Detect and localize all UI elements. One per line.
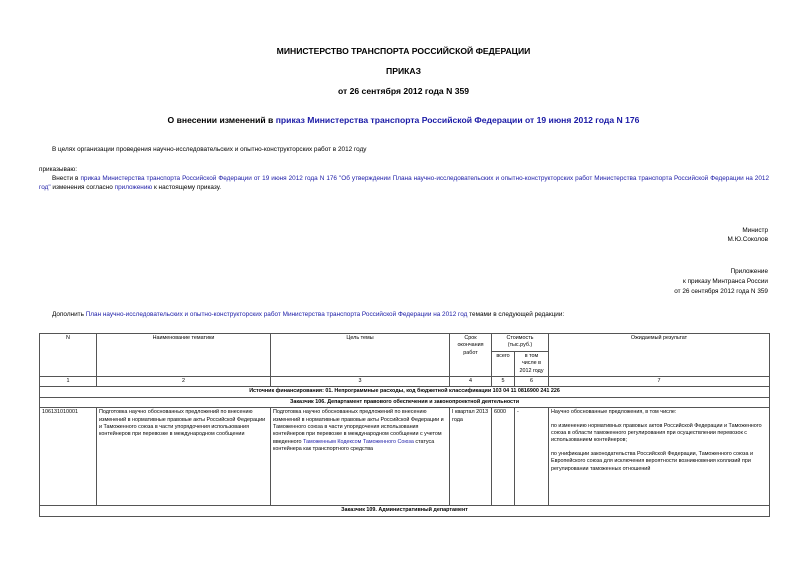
col-header-goal: Цель темы [271,334,450,377]
goal-text-a: Подготовка научно обоснованных предложений по внесению изменений в нормативные правовые акты Российской Федерации и Таможенного союза в части упорядочения использования контейнеров при перевозке в международном сообщении с учетом введенного [273,409,444,445]
plan-link[interactable]: План научно-исследовательских и опытно-конструкторских работ Министерства транспорта Российской Федерации на 2012 год [85,311,468,318]
result-line: по изменению нормативных правовых актов Российской Федерации и Таможенного союза в области таможенного регулирования при осуществлении перевозок с использованием контейнеров; [551,422,762,444]
p1-text-a: Внести в [52,175,81,182]
col-number: 4 [450,377,492,387]
document-date: от 26 сентября 2012 года N 359 [337,86,470,96]
document-title [0,115,807,125]
goal-text-b: статуса контейнера как транспортного средства [273,438,435,453]
col-header-of-which: в том числе в 2012 году [515,351,549,376]
supplement-text [52,311,564,320]
col-header-term: Срок окончания работ [450,334,492,377]
result-line: Научно обоснованные предложения, в том числе: [551,409,677,416]
row-number: 106131010001 [40,408,97,506]
row-name: Подготовка научно обоснованных предложений по внесению изменений в нормативные правовые акты Российской Федерации и Таможенного союза в части упорядочения использования контейнеров при перевозке в международном сообщении [97,408,271,506]
order-word: приказываю: [39,166,77,173]
funding-source: Источник финансирования: 01. Непрограммные расходы, код бюджетной классификации 103 04 11 0816900 241 226 [40,387,770,397]
customer-row [40,397,770,407]
col-number: 5 [492,377,515,387]
title-prefix: О внесении изменений в [167,115,276,125]
row-term: I квартал 2013 года [450,408,492,506]
supplement-a: Дополнить [52,311,86,318]
column-numbers-row [40,377,770,387]
appendix-link[interactable]: приложению [114,183,153,191]
source-row [40,387,770,397]
title-link[interactable]: приказ Министерства транспорта Российской Федерации от 19 июня 2012 года N 176 [275,115,640,125]
p1-text-c: к настоящему приказу. [152,183,222,191]
ministry-heading: МИНИСТЕРСТВО ТРАНСПОРТА РОССИЙСКОЙ ФЕДЕРАЦИИ [276,46,531,56]
table-row [40,408,770,506]
order-176-link[interactable]: приказ Министерства транспорта Российской Федерации от 19 июня 2012 года N 176 "Об утверждении Плана научно-исследовательских и опытно-конструкторских работ Министерства транспорта Российской Федерации на 2012 год" [39,175,770,191]
result-line: по унификации законодательства Российской Федерации, Таможенного союза и Европейского союза для исключения вероятности возникновения коллизий при регулировании таможенных отношений [551,450,754,472]
intro-text: В целях организации проведения научно-исследовательских и опытно-конструкторских работ в 2012 году [52,146,367,153]
appendix-date: от 26 сентября 2012 года N 359 [674,288,768,295]
order-paragraph [39,175,769,192]
p1-text-b: изменения согласно [50,183,115,191]
col-number: 1 [40,377,97,387]
col-header-cost: Стоимость (тыс.руб.) [492,334,549,352]
col-header-total: всего [492,351,515,376]
document-type: ПРИКАЗ [386,66,421,76]
row-total: 6000 [492,408,515,506]
appendix-ref: к приказу Минтранса России [683,278,768,285]
signature-name: М.Ю.Соколов [727,236,768,243]
row-goal [271,408,450,506]
col-number: 2 [97,377,271,387]
row-result [549,408,770,506]
customer-106: Заказчик 106. Департамент правового обеспечения и законопроектной деятельности [40,397,770,407]
col-header-result: Ожидаемый результат [549,334,770,377]
appendix-label: Приложение [730,268,768,275]
table-header-row [40,334,770,352]
plan-table [39,333,770,517]
customer-row [40,506,770,516]
row-of-which: - [515,408,549,506]
signature-position: Министр [742,227,768,234]
supplement-b: темами в следующей редакции: [467,311,565,318]
col-header-name: Наименование тематики [97,334,271,377]
col-header-n: N [40,334,97,377]
col-number: 3 [271,377,450,387]
col-number: 7 [549,377,770,387]
customs-code-link[interactable]: Таможенным Кодексом Таможенного Союза [303,438,414,445]
customer-109: Заказчик 109. Административный департамент [40,506,770,516]
col-number: 6 [515,377,549,387]
